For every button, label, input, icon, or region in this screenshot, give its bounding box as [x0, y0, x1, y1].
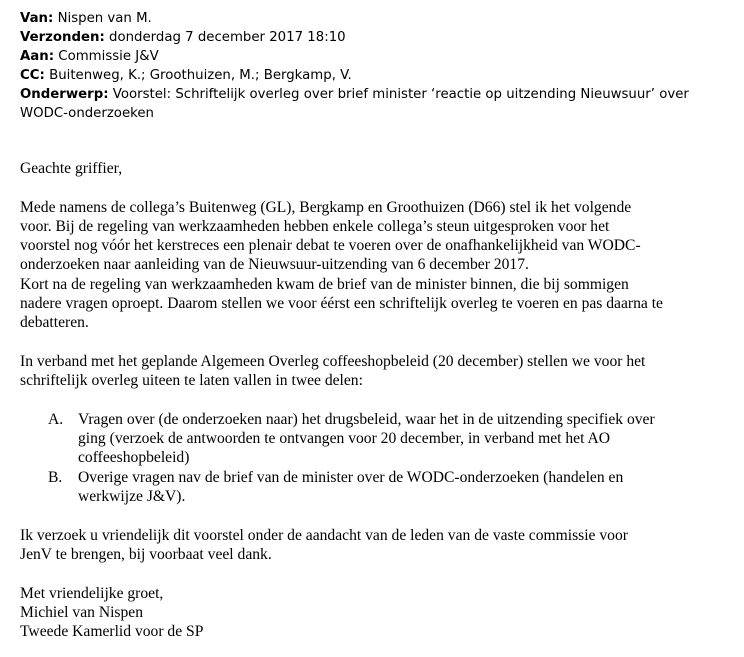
list-item-line: ging (verzoek de antwoorden te ontvangen voor 20 december, in verband met het AO — [78, 430, 610, 448]
signature — [20, 584, 735, 642]
cc-label: CC: — [20, 68, 45, 83]
list-item-line: coffeeshopbeleid) — [78, 449, 190, 467]
spacer — [20, 564, 735, 583]
sent-value: donderdag 7 december 2017 18:10 — [109, 30, 346, 45]
list-marker: A. — [48, 410, 64, 428]
from-label: Van: — [20, 11, 54, 26]
proposal-list — [20, 410, 735, 506]
paragraph-2-line: schriftelijk overleg uiteen te laten vallen in twee delen: — [20, 372, 363, 390]
cc-value: Buitenweg, K.; Groothuizen, M.; Bergkamp, V. — [49, 68, 352, 83]
sent-row — [20, 28, 735, 47]
subject-value: Voorstel: Schriftelijk overleg over brief minister ‘reactie op uitzending Nieuwsuur’ over WODC-onderzoeken — [20, 87, 689, 121]
spacer — [20, 391, 735, 410]
to-value: Commissie J&V — [58, 49, 159, 64]
paragraph-3 — [20, 526, 735, 565]
sent-label: Verzonden: — [20, 30, 105, 45]
email-header — [20, 9, 735, 123]
paragraph-1 — [20, 198, 735, 333]
paragraph-2 — [20, 352, 735, 391]
paragraph-3-line: JenV te brengen, bij voorbaat veel dank. — [20, 545, 272, 563]
sender-role: Tweede Kamerlid voor de SP — [20, 623, 204, 641]
list-item-text — [78, 410, 735, 468]
paragraph-1-line: Mede namens de collega’s Buitenweg (GL), Bergkamp en Groothuizen (D66) stel ik het volgende — [20, 198, 632, 216]
spacer — [20, 178, 735, 197]
paragraph-1-line: onderzoeken naar aanleiding van de Nieuwsuur-uitzending van 6 december 2017. — [20, 256, 529, 274]
list-marker: B. — [48, 468, 63, 486]
spacer — [20, 333, 735, 352]
list-item-b — [20, 468, 735, 507]
cc-row — [20, 66, 735, 85]
paragraph-1-line: nadere vragen oproept. Daarom stellen we voor éérst een schriftelijk overleg te voeren en pas daarna te — [20, 295, 663, 313]
list-item-text — [78, 468, 735, 507]
closing: Met vriendelijke groet, — [20, 584, 164, 602]
list-item-line: werkwijze J&V). — [78, 488, 186, 506]
from-value: Nispen van M. — [57, 11, 152, 26]
paragraph-1-line: Kort na de regeling van werkzaamheden kwam de brief van de minister binnen, die bij sommigen — [20, 275, 629, 293]
list-item-a — [20, 410, 735, 468]
sender-name: Michiel van Nispen — [20, 603, 143, 621]
list-item-line: Overige vragen nav de brief van de minister over de WODC-onderzoeken (handelen en — [78, 468, 624, 486]
paragraph-1-line: voorstel nog vóór het kerstreces een plenair debat te voeren over de onafhankelijkheid van WODC- — [20, 237, 641, 255]
from-row — [20, 9, 735, 28]
greeting: Geachte griffier, — [20, 160, 123, 177]
paragraph-2-line: In verband met het geplande Algemeen Overleg coffeeshopbeleid (20 december) stellen we voor het — [20, 352, 646, 370]
spacer — [20, 506, 735, 525]
to-row — [20, 47, 735, 66]
subject-label: Onderwerp: — [20, 87, 109, 102]
email-body — [20, 159, 735, 641]
to-label: Aan: — [20, 49, 55, 64]
list-item-line: Vragen over (de onderzoeken naar) het drugsbeleid, waar het in de uitzending specifiek over — [78, 410, 655, 428]
paragraph-1-line: voor. Bij de regeling van werkzaamheden hebben enkele collega’s steun uitgesproken voor het — [20, 217, 610, 235]
paragraph-3-line: Ik verzoek u vriendelijk dit voorstel onder de aandacht van de leden van de vaste commissie voor — [20, 526, 628, 544]
paragraph-1-line: debatteren. — [20, 314, 89, 332]
subject-row — [20, 85, 735, 123]
